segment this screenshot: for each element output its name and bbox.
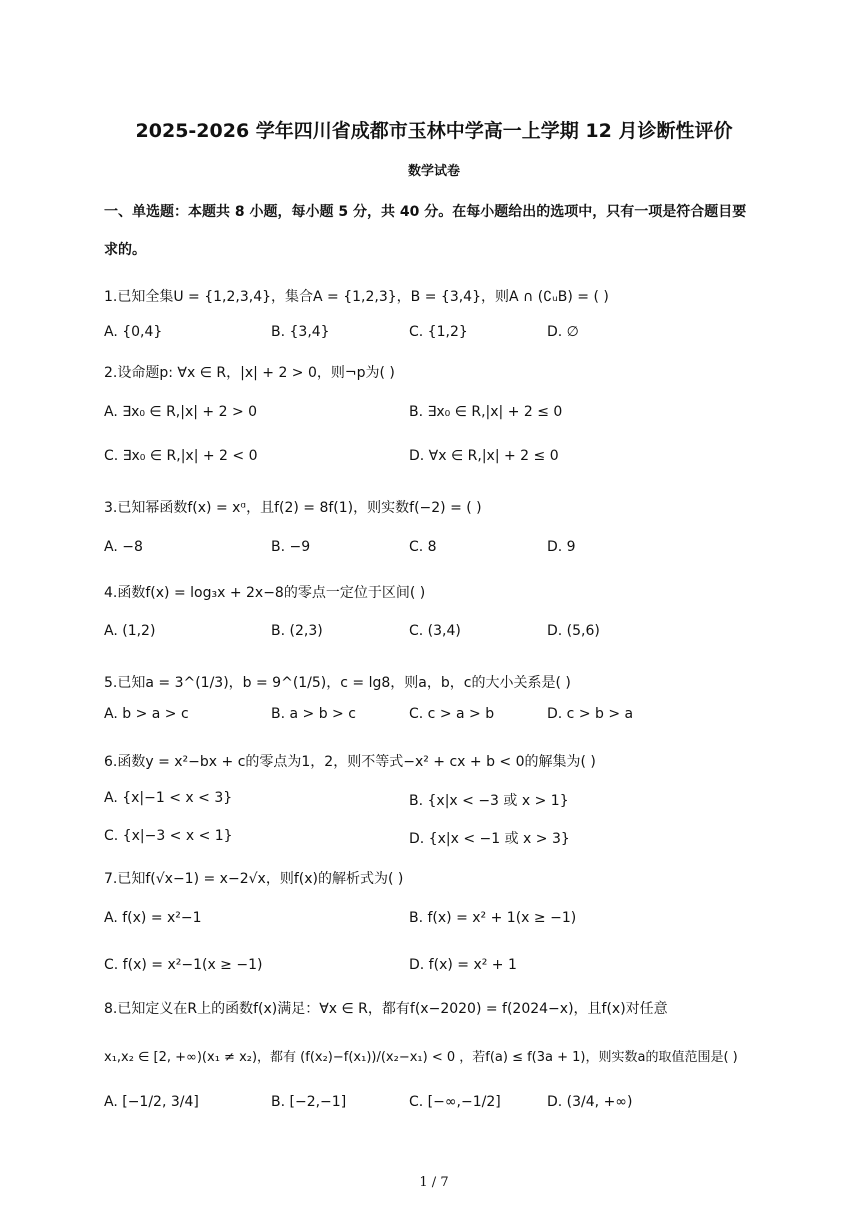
question-4 [104, 582, 425, 602]
q1-option-d: D. ∅ [547, 324, 579, 340]
question-1 [104, 286, 609, 306]
q1-option-a: A. {0,4} [104, 324, 163, 340]
question-8 [104, 998, 668, 1018]
q2-option-c: C. ∃x₀ ∈ R,|x| + 2 < 0 [104, 448, 258, 464]
q7-option-a: A. f(x) = x²−1 [104, 910, 202, 926]
q4-option-a: A. (1,2) [104, 623, 156, 639]
q6-option-b: B. {x|x < −3 或 x > 1} [409, 793, 569, 809]
question-2-stem: 2.设命题p: ∀x ∈ R，|x| + 2 > 0，则¬p为( ) [104, 365, 395, 381]
question-4-stem: 4.函数f(x) = log₃x + 2x−8的零点一定位于区间( ) [104, 585, 426, 601]
question-3-stem: 3.已知幂函数f(x) = xᵅ，且f(2) = 8f(1)，则实数f(−2) = ( ) [104, 500, 482, 516]
q5-option-a: A. b > a > c [104, 706, 189, 722]
q1-option-c: C. {1,2} [409, 324, 468, 340]
q7-option-b: B. f(x) = x² + 1(x ≥ −1) [409, 910, 577, 926]
q8-option-c: C. [−∞,−1/2] [409, 1094, 501, 1110]
question-8-stem: 8.已知定义在R上的函数f(x)满足：∀x ∈ R，都有f(x−2020) = f(2024−x)，且f(x)对任意 [104, 1001, 668, 1017]
question-7 [104, 868, 403, 888]
q7-option-d: D. f(x) = x² + 1 [409, 957, 517, 973]
section-heading: 一、单选题：本题共 8 小题，每小题 5 分，共 40 分。在每小题给出的选项中，只有一项是符合题目要 [104, 204, 747, 220]
question-6 [104, 751, 596, 771]
question-2 [104, 362, 395, 382]
q3-option-b: B. −9 [271, 539, 311, 555]
q6-option-a: A. {x|−1 < x < 3} [104, 790, 233, 806]
q4-option-b: B. (2,3) [271, 623, 323, 639]
q7-option-c: C. f(x) = x²−1(x ≥ −1) [104, 957, 263, 973]
section-heading-cont: 求的。 [104, 242, 146, 258]
page-subtitle: 数学试卷 [407, 164, 460, 179]
q3-option-d: D. 9 [547, 539, 576, 555]
q3-option-c: C. 8 [409, 539, 437, 555]
page-number: 1 / 7 [419, 1175, 449, 1190]
question-5-stem: 5.已知a = 3^(1/3)，b = 9^(1/5)，c = lg8，则a，b，c的大小关系是( ) [104, 675, 571, 691]
q8-option-a: A. [−1/2, 3/4] [104, 1094, 199, 1110]
q6-option-c: C. {x|−3 < x < 1} [104, 828, 233, 844]
question-6-stem: 6.函数y = x²−bx + c的零点为1，2，则不等式−x² + cx + b < 0的解集为( ) [104, 754, 596, 770]
page-title: 2025-2026 学年四川省成都市玉林中学高一上学期 12 月诊断性评价 [135, 120, 733, 142]
q4-option-d: D. (5,6) [547, 623, 600, 639]
q6-option-d: D. {x|x < −1 或 x > 3} [409, 831, 570, 847]
q3-option-a: A. −8 [104, 539, 143, 555]
question-7-stem: 7.已知f(√x−1) = x−2√x，则f(x)的解析式为( ) [104, 871, 404, 887]
q5-option-b: B. a > b > c [271, 706, 356, 722]
q2-option-d: D. ∀x ∈ R,|x| + 2 ≤ 0 [409, 448, 559, 464]
q8-option-d: D. (3/4, +∞) [547, 1094, 633, 1110]
question-3 [104, 497, 482, 517]
question-5 [104, 672, 571, 692]
question-8-stem-cont: x₁,x₂ ∈ [2, +∞)(x₁ ≠ x₂)，都有 (f(x₂)−f(x₁))/(x₂−x₁) < 0 ，若f(a) ≤ f(3a + 1)，则实数a的取值范围是( ) [104, 1050, 738, 1065]
q8-option-b: B. [−2,−1] [271, 1094, 347, 1110]
q5-option-d: D. c > b > a [547, 706, 634, 722]
q2-option-b: B. ∃x₀ ∈ R,|x| + 2 ≤ 0 [409, 404, 563, 420]
question-1-stem: 1.已知全集U = {1,2,3,4}，集合A = {1,2,3}，B = {3,4}，则A ∩ (∁ᵤB) = ( ) [104, 289, 609, 305]
q5-option-c: C. c > a > b [409, 706, 495, 722]
q4-option-c: C. (3,4) [409, 623, 461, 639]
q1-option-b: B. {3,4} [271, 324, 330, 340]
q2-option-a: A. ∃x₀ ∈ R,|x| + 2 > 0 [104, 404, 258, 420]
